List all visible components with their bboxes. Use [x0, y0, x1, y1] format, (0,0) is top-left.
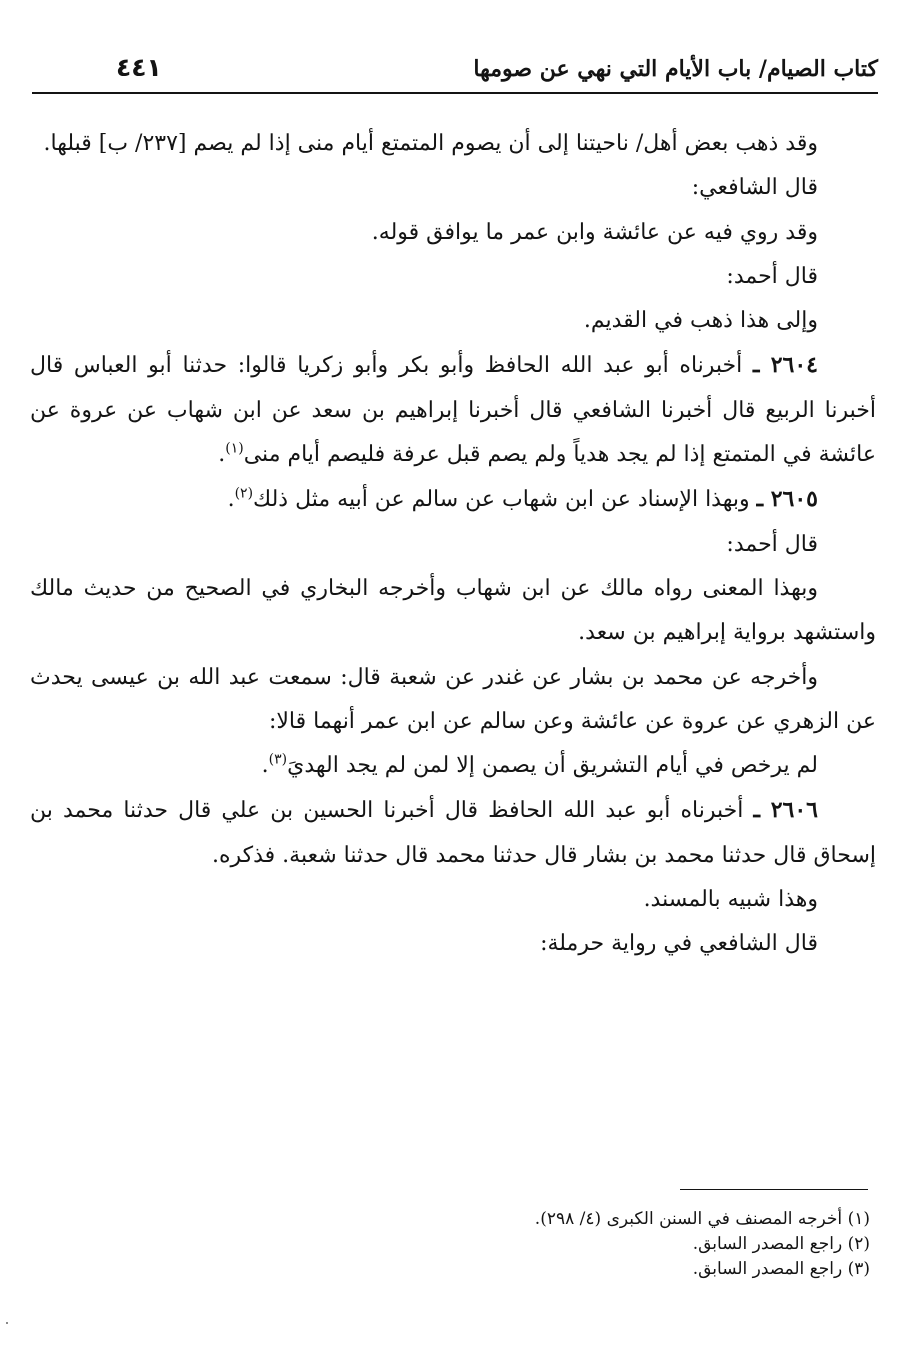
sentence-end: .	[218, 442, 226, 468]
footnote-1	[30, 1207, 870, 1232]
paragraph	[30, 878, 876, 922]
paragraph	[30, 122, 876, 166]
paragraph	[30, 255, 876, 299]
footnote-marker: (٣)	[847, 1259, 870, 1279]
paragraph	[30, 166, 876, 210]
page-number: ٤٤١	[116, 53, 162, 82]
footnote-marker: (٢)	[847, 1234, 870, 1254]
paragraph-text: وإلى هذا ذهب في القديم.	[583, 308, 818, 334]
footnote-2	[30, 1232, 870, 1257]
hadith-2605	[30, 477, 876, 522]
paragraph	[30, 567, 876, 656]
paragraph-text: وبهذا المعنى رواه مالك عن ابن شهاب وأخرجه البخاري في الصحيح من حديث مالك واستشهد برواية إبراهيم بن سعد.	[30, 575, 876, 646]
scan-speck	[6, 1322, 8, 1324]
paragraph	[30, 299, 876, 343]
footnote-text: راجع المصدر السابق.	[692, 1259, 843, 1279]
footnote-ref: (٢)	[234, 486, 254, 503]
paragraph-text: قال أحمد:	[726, 531, 818, 557]
paragraph-text: وهذا شبيه بالمسند.	[643, 887, 818, 913]
paragraph	[30, 922, 876, 966]
sentence-end: .	[261, 753, 269, 779]
paragraph-text: وبهذا الإسناد عن ابن شهاب عن سالم عن أبيه مثل ذلك	[253, 487, 750, 513]
paragraph-text: وأخرجه عن محمد بن بشار عن غندر عن شعبة قال: سمعت عبد الله بن عيسى يحدث عن الزهري عن عروة عن عائشة وعن سالم عن ابن عمر أنهما قالا:	[30, 664, 876, 734]
running-header	[32, 44, 878, 94]
paragraph-text: وقد ذهب بعض أهل/ ناحيتنا إلى أن يصوم المتمتع أيام منى إذا لم يصم [٢٣٧/ ب] قبلها.	[43, 131, 818, 156]
paragraph-text: وقد روي فيه عن عائشة وابن عمر ما يوافق قوله.	[371, 219, 818, 245]
chapter-title: كتاب الصيام/ باب الأيام التي نهي عن صومها	[473, 56, 878, 82]
footnote-3	[30, 1257, 870, 1282]
paragraph-text: أخبرناه أبو عبد الله الحافظ وأبو بكر وأبو زكريا قالوا: حدثنا أبو العباس قال أخبرنا الربيع قال أخبرنا الشافعي قال أخبرنا إبراهيم بن سعد عن ابن شهاب عن عروة عن عائشة في المتمتع إذا لم يجد هدياً ولم يصم قبل عرفة فليصم أيام منى	[30, 353, 876, 468]
header-rule	[32, 92, 878, 94]
footnote-text: راجع المصدر السابق.	[692, 1234, 843, 1254]
paragraph	[30, 211, 876, 255]
footnote-text: أخرجه المصنف في السنن الكبرى (٤/ ٢٩٨).	[534, 1209, 843, 1229]
hadith-2604	[30, 343, 876, 477]
footnote-ref: (٣)	[268, 751, 288, 768]
main-text	[30, 122, 876, 967]
sentence-end: .	[227, 487, 235, 513]
paragraph	[30, 656, 876, 745]
paragraph-text: قال أحمد:	[726, 263, 818, 289]
hadith-number: ٢٦٠٤ ـ	[752, 352, 818, 379]
paragraph-text: لم يرخص في أيام التشريق أن يصمن إلا لمن لم يجد الهديَ	[287, 753, 818, 779]
footnotes	[30, 1207, 870, 1282]
hadith-number: ٢٦٠٥ ـ	[756, 486, 818, 513]
footnote-ref: (١)	[225, 440, 244, 457]
paragraph-text: قال الشافعي:	[691, 175, 818, 201]
hadith-number: ٢٦٠٦ ـ	[753, 797, 818, 824]
paragraph-text: أخبرناه أبو عبد الله الحافظ قال أخبرنا الحسين بن علي قال حدثنا محمد بن إسحاق قال حدثنا محمد بن بشار قال حدثنا محمد قال حدثنا شعبة. فذكره.	[30, 798, 876, 868]
footnote-marker: (١)	[847, 1209, 870, 1229]
footnote-separator	[680, 1189, 868, 1190]
hadith-2606	[30, 788, 876, 878]
paragraph	[30, 523, 876, 567]
paragraph	[30, 744, 876, 788]
paragraph-text: قال الشافعي في رواية حرملة:	[540, 931, 818, 957]
